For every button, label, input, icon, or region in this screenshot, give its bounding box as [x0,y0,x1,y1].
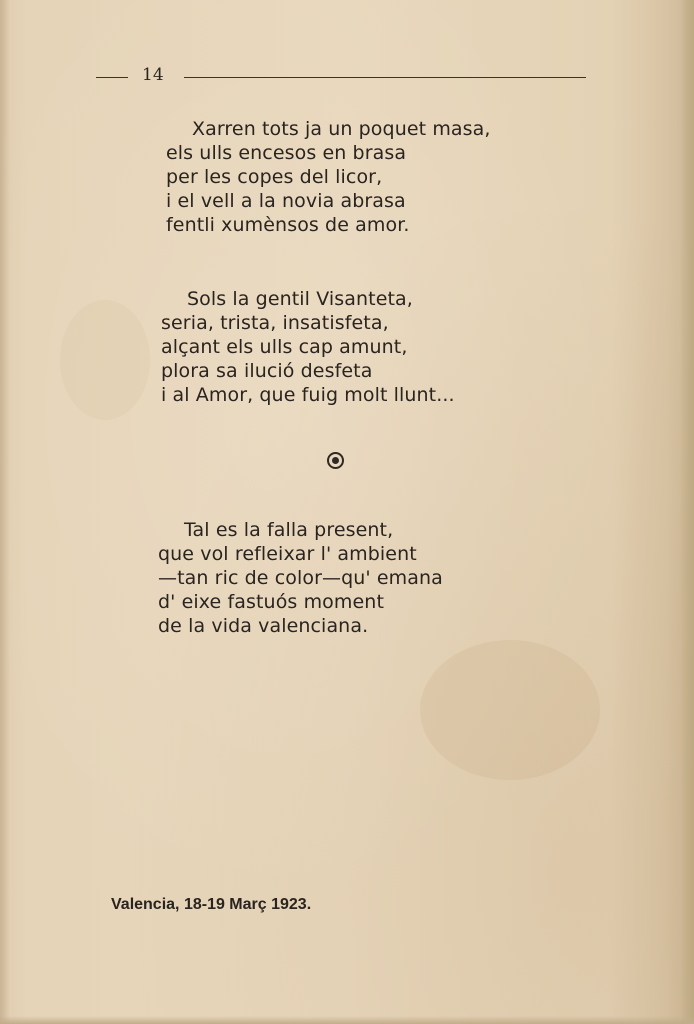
poem-line: Xarren tots ja un poquet masa, [192,118,491,140]
circled-dot-ornament-icon [327,452,344,469]
header-rule-right [184,77,586,78]
poem-line: per les copes del licor, [166,166,383,188]
paper-stain [420,640,600,780]
poem-line: i al Amor, que fuig molt llunt... [161,384,455,406]
page-bottom-shadow [0,1016,694,1024]
header-rule-left [96,77,128,78]
poem-stanza-2 [161,287,455,407]
poem-line: i el vell a la novia abrasa [166,190,406,212]
paper-stain [60,300,150,420]
poem-line: fentli xumènsos de amor. [166,214,410,236]
poem-line: d' eixe fastuós moment [158,591,384,613]
poem-line: seria, trista, insatisfeta, [161,312,389,334]
poem-line: —tan ric de color—qu' emana [158,567,443,589]
place-and-date: Valencia, 18-19 Març 1923. [111,896,312,913]
page-number: 14 [142,65,164,85]
poem-line: plora sa ilució desfeta [161,360,373,382]
poem-line: Tal es la falla present, [184,519,394,541]
poem-stanza-1 [166,117,491,237]
page-header [96,62,588,88]
poem-stanza-3 [158,518,443,638]
poem-line: alçant els ulls cap amunt, [161,336,408,358]
page-spine-shadow [0,0,10,1024]
poem-line: Sols la gentil Visanteta, [187,288,413,310]
poem-line: els ulls encesos en brasa [166,142,407,164]
poem-line: que vol refleixar l' ambient [158,543,417,565]
page-edge-shadow [680,0,694,1024]
poem-line: de la vida valenciana. [158,615,369,637]
